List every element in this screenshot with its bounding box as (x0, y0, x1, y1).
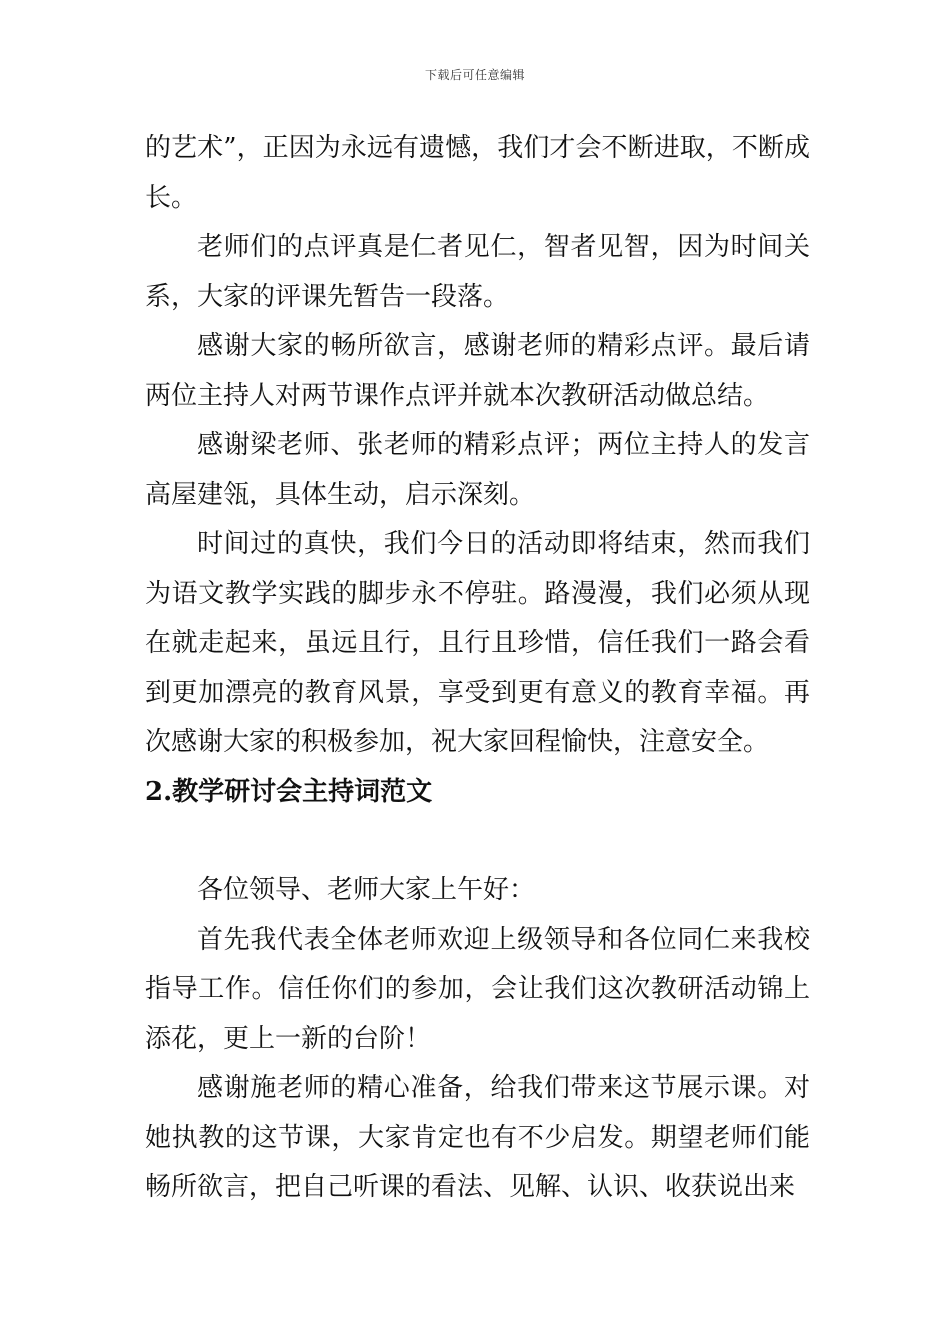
paragraph-3: 感谢大家的畅所欲言，感谢老师的精彩点评。最后请两位主持人对两节课作点评并就本次教研活动做总结。 (145, 331, 810, 411)
paragraph-6: 首先我代表全体老师欢迎上级领导和各位同仁来我校指导工作。信任你们的参加，会让我们这次教研活动锦上添花，更上一新的台阶！ (145, 924, 810, 1054)
document-body (145, 124, 810, 1213)
page-header-note: 下载后可任意编辑 (424, 68, 525, 82)
section-heading: 2.教学研讨会主持词范文 (145, 776, 433, 807)
paragraph-7: 感谢施老师的精心准备，给我们带来这节展示课。对她执教的这节课，大家肯定也有不少启发。期望老师们能畅所欲言，把自己听课的看法、见解、认识、收获说出来 (145, 1073, 810, 1202)
paragraph-4: 感谢梁老师、张老师的精彩点评；两位主持人的发言高屋建瓴，具体生动，启示深刻。 (145, 430, 810, 510)
greeting-paragraph: 各位领导、老师大家上午好： (197, 875, 536, 905)
section-spacer (145, 817, 810, 866)
paragraph-2: 老师们的点评真是仁者见仁，智者见智，因为时间关系，大家的评课先暂告一段落。 (145, 232, 810, 312)
paragraph-5: 时间过的真快，我们今日的活动即将结束，然而我们为语文教学实践的脚步永不停驻。路漫漫，我们必须从现在就走起来，虽远且行，且行且珍惜，信任我们一路会看到更加漂亮的教育风景，享受到更有意义的教育幸福。再次感谢大家的积极参加，祝大家回程愉快，注意安全。 (145, 529, 810, 757)
paragraph-1: 的艺术”，正因为永远有遗憾，我们才会不断进取，不断成长。 (145, 133, 810, 213)
